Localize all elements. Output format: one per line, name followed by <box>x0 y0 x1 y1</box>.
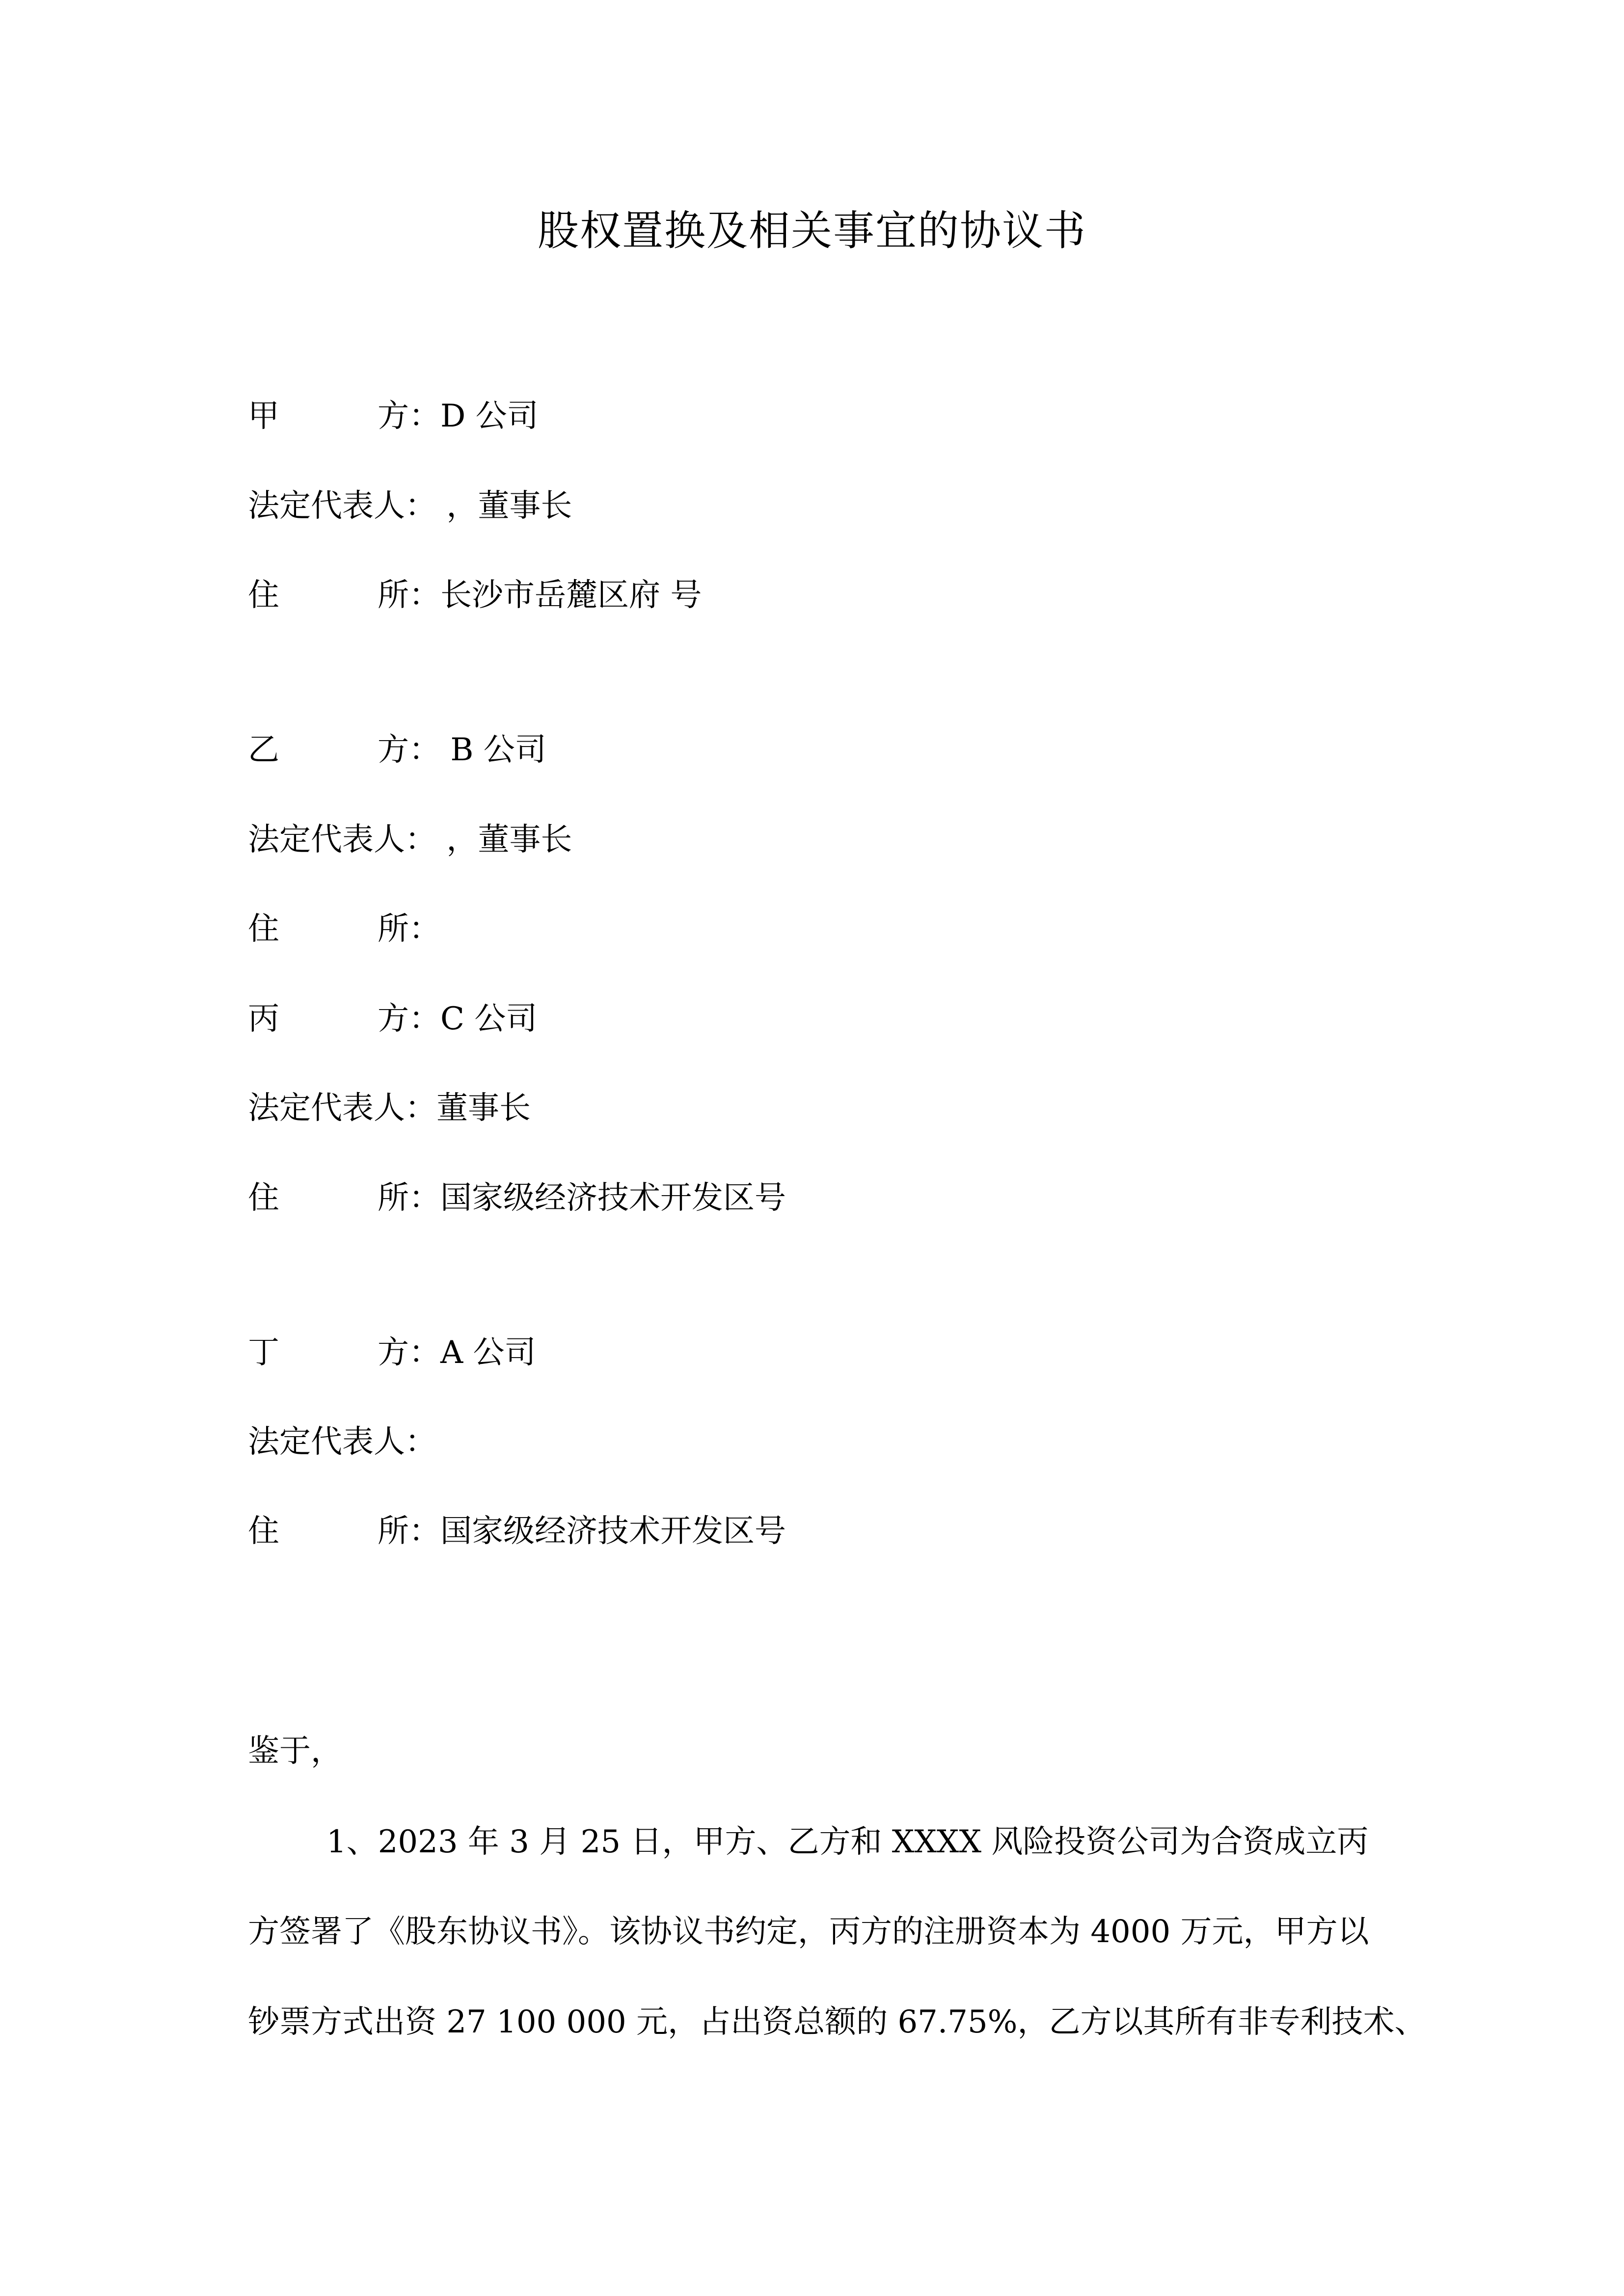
clause1-line2: 方签署了《股东协议书》。该协议书约定，丙方的注册资本为 4000 万元，甲方以 <box>248 1914 1369 1950</box>
clause1-line1: 1、2023 年 3 月 25 日，甲方、乙方和 XXXX 风险投资公司为合资成立丙 <box>326 1824 1369 1860</box>
party-jia-addr-b: 所：长沙市岳麓区府 号 <box>378 577 702 614</box>
party-yi-label-a: 乙 <box>248 732 279 768</box>
party-bing-rep: 法定代表人：董事长 <box>248 1090 531 1126</box>
party-bing-addr-a: 住 <box>248 1180 279 1216</box>
party-yi-addr-b: 所： <box>378 911 440 947</box>
party-ding-addr-b: 所：国家级经济技术开发区号 <box>378 1513 786 1549</box>
party-yi-label-b: 方： B 公司 <box>378 732 546 768</box>
party-bing-addr-b: 所：国家级经济技术开发区号 <box>378 1180 786 1216</box>
party-ding-line <box>248 1334 536 1372</box>
party-yi-rep: 法定代表人： ，董事长 <box>248 822 572 858</box>
party-bing-line <box>248 1000 537 1038</box>
party-jia-address <box>248 577 702 614</box>
party-ding-address <box>248 1513 786 1550</box>
party-ding-label-b: 方：A 公司 <box>378 1335 536 1371</box>
party-bing-label-b: 方：C 公司 <box>378 1001 538 1037</box>
party-bing-address <box>248 1179 786 1217</box>
party-bing-label-a: 丙 <box>248 1001 279 1037</box>
party-jia-rep: 法定代表人： ，董事长 <box>248 488 572 524</box>
party-jia-label-b: 方：D 公司 <box>378 398 539 434</box>
party-ding-rep: 法定代表人： <box>248 1424 436 1460</box>
party-jia-line <box>248 398 539 435</box>
party-jia-addr-a: 住 <box>248 577 279 614</box>
party-yi-addr-a: 住 <box>248 911 279 947</box>
clause1-line3: 钞票方式出资 27 100 000 元，占出资总额的 67.75%，乙方以其所有非专利技术、 <box>248 2004 1426 2040</box>
document-title: 股权置换及相关事宜的协议书 <box>537 207 1086 255</box>
party-ding-addr-a: 住 <box>248 1513 279 1549</box>
party-jia-label-a: 甲 <box>248 398 279 434</box>
party-yi-line <box>248 731 546 769</box>
whereas-heading: 鉴于， <box>248 1733 342 1769</box>
party-ding-label-a: 丁 <box>248 1335 279 1371</box>
party-yi-address <box>248 910 440 948</box>
